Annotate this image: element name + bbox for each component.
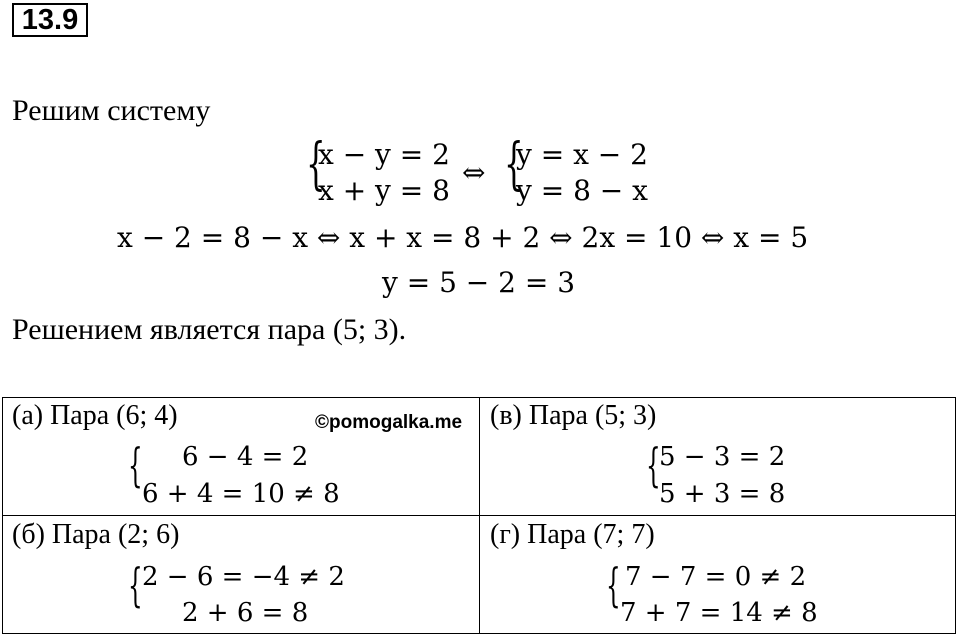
cell-v-eq1: 5 − 3 = 2 (659, 442, 786, 472)
cell-a-eq1: 6 − 4 = 2 (182, 442, 309, 472)
cell-b-brace: { (128, 558, 143, 612)
table-divider-horizontal (2, 515, 956, 516)
cell-b-eq1: 2 − 6 = −4 ≠ 2 (142, 562, 345, 592)
cell-v-eq2: 5 + 3 = 8 (659, 479, 786, 509)
system-right-eq1: y = x − 2 (516, 138, 648, 171)
problem-number: 13.9 (12, 3, 88, 37)
solve-y-line: y = 5 − 2 = 3 (382, 266, 576, 299)
cell-a-title: (а) Пара (6; 4) (12, 400, 178, 431)
solve-x-line: x − 2 = 8 − x ⇔ x + x = 8 + 2 ⇔ 2x = 10 ⇔ x = 5 (117, 221, 809, 254)
cell-a-eq2: 6 + 4 = 10 ≠ 8 (142, 479, 340, 509)
cell-b-eq2: 2 + 6 = 8 (182, 598, 309, 628)
cell-g-eq1: 7 − 7 = 0 ≠ 2 (625, 562, 807, 592)
system-right-eq2: y = 8 − x (516, 174, 648, 207)
cell-v-title: (в) Пара (5; 3) (490, 400, 657, 431)
conclusion-text: Решением является пара (5; 3). (12, 313, 407, 346)
watermark: ©pomogalka.me (315, 412, 463, 433)
cell-g-brace: { (606, 558, 621, 612)
system-left-eq1: x − y = 2 (318, 138, 450, 171)
equivalence-sign: ⇔ (462, 156, 486, 189)
cell-g-title: (г) Пара (7; 7) (490, 519, 655, 550)
right-brace: { (504, 132, 524, 197)
intro-text: Решим систему (12, 94, 211, 127)
cell-v-brace: { (646, 438, 661, 492)
cell-g-eq2: 7 + 7 = 14 ≠ 8 (620, 598, 818, 628)
system-left-eq2: x + y = 8 (318, 174, 450, 207)
cell-b-title: (б) Пара (2; 6) (12, 519, 180, 550)
cell-a-brace: { (128, 438, 143, 492)
left-brace: { (306, 132, 326, 197)
